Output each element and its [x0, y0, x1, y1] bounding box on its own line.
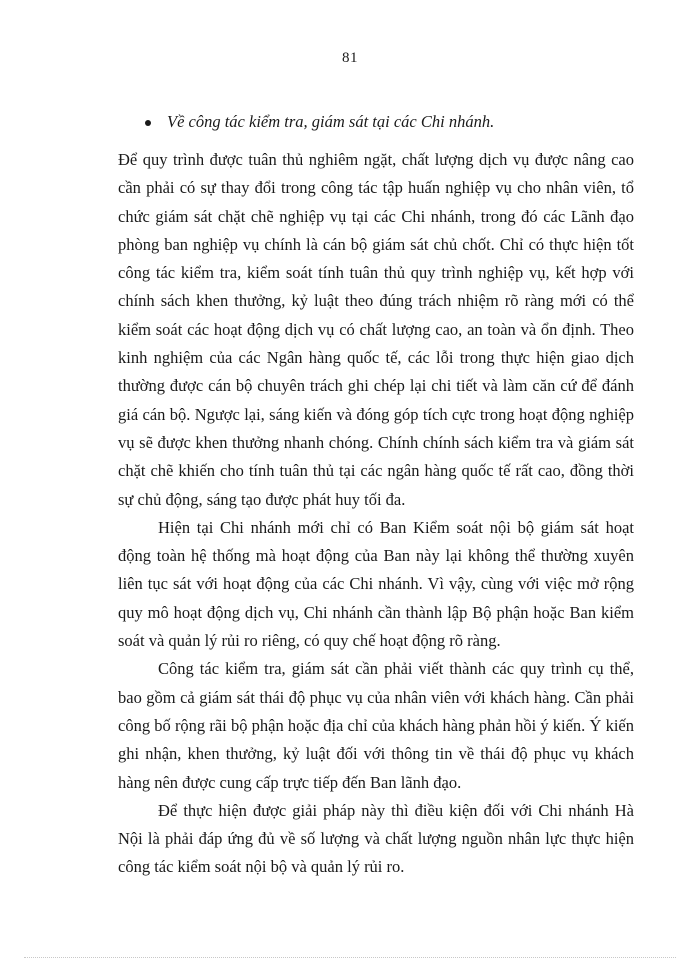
paragraph-2: Hiện tại Chi nhánh mới chỉ có Ban Kiểm soát nội bộ giám sát hoạt động toàn hệ thống mà hoạt động của Ban này lại không thể thường xuyên liên tục sát với hoạt động của các Chi nhánh. Vì vậy, cùng với việc mở rộng quy mô hoạt động dịch vụ, Chi nhánh cần thành lập Bộ phận hoặc Ban kiểm soát và quản lý rủi ro riêng, có quy chế hoạt động rõ ràng.	[118, 517, 634, 651]
document-body	[118, 146, 634, 882]
paragraph-1: Để quy trình được tuân thủ nghiêm ngặt, chất lượng dịch vụ được nâng cao cần phải có sự thay đổi trong công tác tập huấn nghiệp vụ cho nhân viên, tổ chức giám sát chặt chẽ nghiệp vụ tại các Chi nhánh, trong đó các Lãnh đạo phòng ban nghiệp vụ chính là cán bộ giám sát chủ chốt. Chỉ có thực hiện tốt công tác kiểm tra, kiểm soát tính tuân thủ quy trình nghiệp vụ, kết hợp với chính sách khen thưởng, kỷ luật theo đúng trách nhiệm rõ ràng mới có thể kiểm soát các hoạt động dịch vụ có chất lượng cao, an toàn và ổn định. Theo kinh nghiệm của các Ngân hàng quốc tế, các lỗi trong thực hiện giao dịch thường được cán bộ chuyên trách ghi chép lại chi tiết và làm căn cứ để đánh giá cán bộ. Ngược lại, sáng kiến và đóng góp tích cực trong hoạt động nghiệp vụ sẽ được khen thưởng nhanh chóng. Chính chính sách kiểm tra và giám sát chặt chẽ khiến cho tính tuân thủ tại các ngân hàng quốc tế rất cao, đồng thời sự chủ động, sáng tạo được phát huy tối đa.	[118, 150, 634, 509]
paragraph-3: Công tác kiểm tra, giám sát cần phải viết thành các quy trình cụ thể, bao gồm cả giám sát thái độ phục vụ của nhân viên với khách hàng. Cần phải công bố rộng rãi bộ phận hoặc địa chỉ của khách hàng phản hồi ý kiến. Ý kiến ghi nhận, khen thưởng, kỷ luật đối với thông tin về thái độ phục vụ khách hàng nên được cung cấp trực tiếp đến Ban lãnh đạo.	[118, 659, 634, 792]
section-heading: Về công tác kiểm tra, giám sát tại các Chi nhánh.	[167, 112, 495, 131]
paragraph-4: Để thực hiện được giải pháp này thì điều kiện đối với Chi nhánh Hà Nội là phải đáp ứng đủ về số lượng và chất lượng nguồn nhân lực thực hiện công tác kiểm soát nội bộ và quản lý rủi ro.	[118, 800, 634, 877]
page-bottom-divider	[24, 957, 676, 958]
page-number: 81	[342, 50, 358, 66]
bullet-icon	[145, 120, 151, 126]
